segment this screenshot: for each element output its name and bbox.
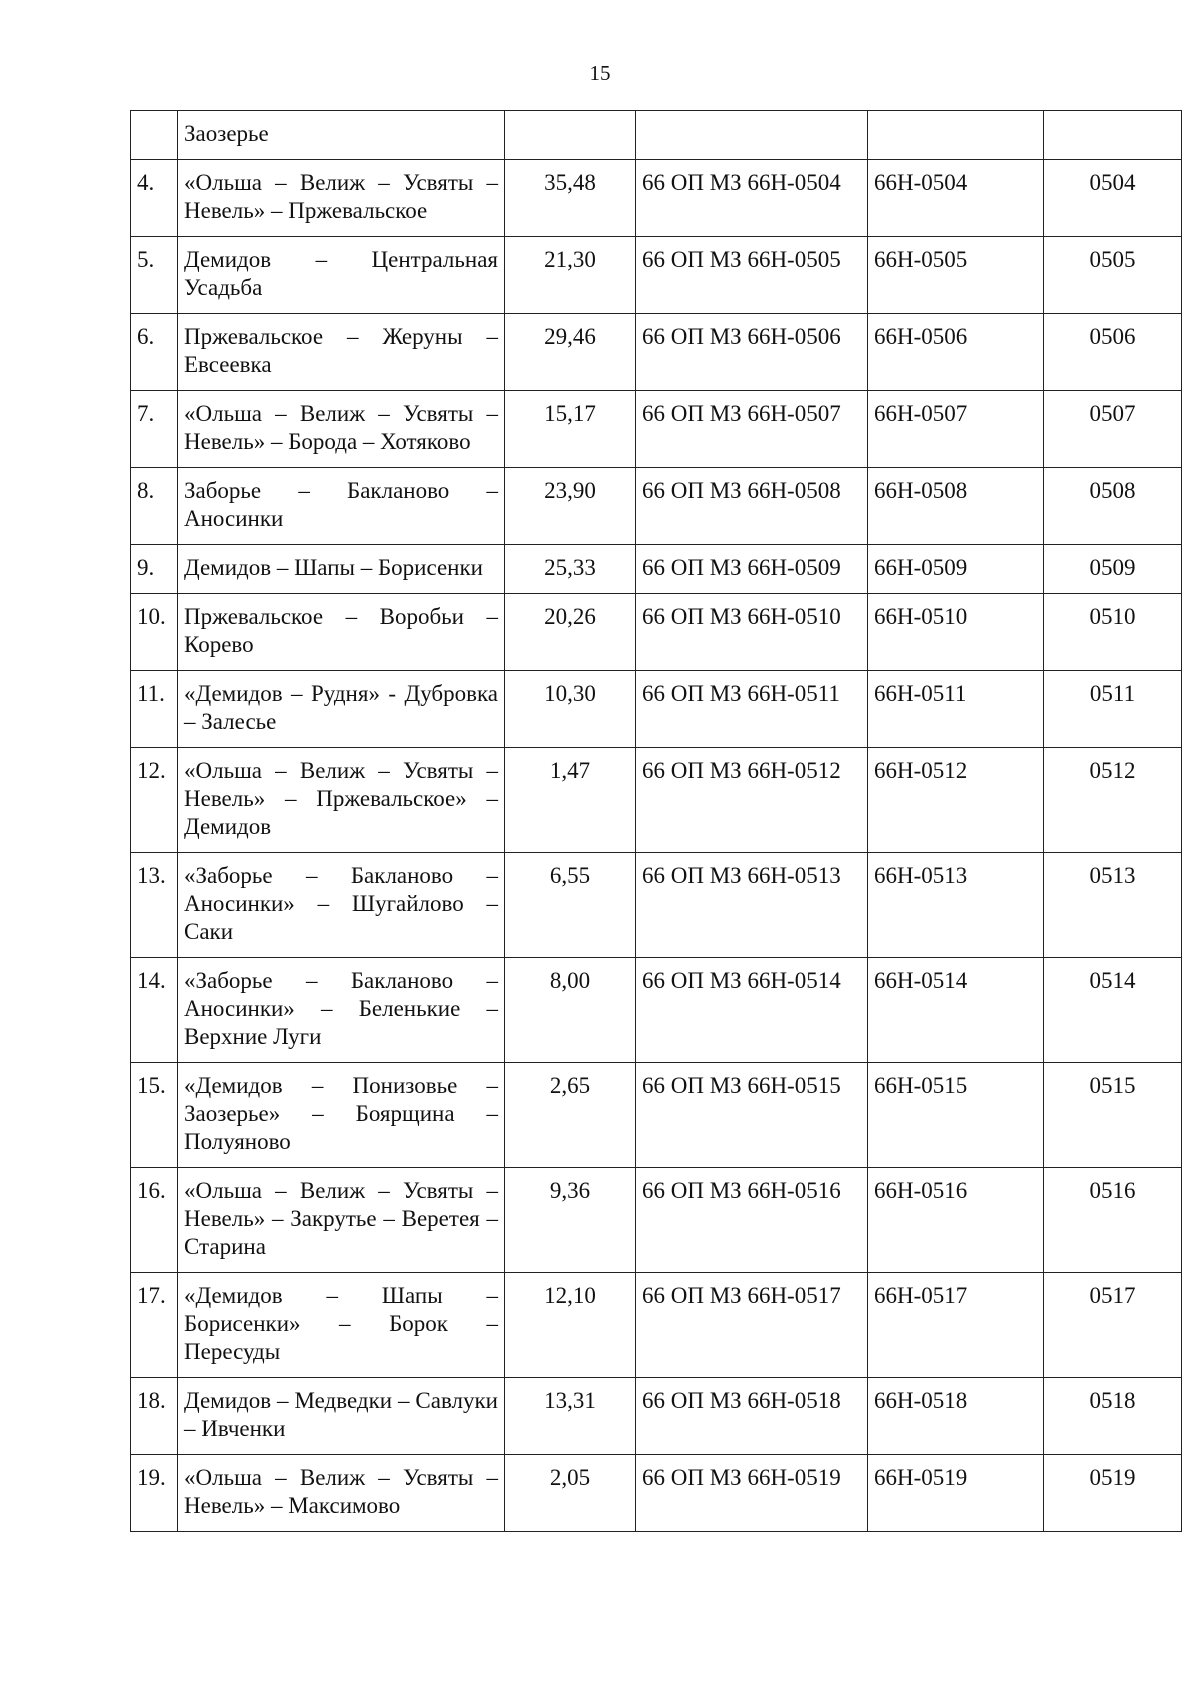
row-number: 10.: [131, 594, 178, 671]
road-identifier: [636, 111, 868, 160]
road-code: 66Н-0512: [868, 748, 1044, 853]
row-number: [131, 111, 178, 160]
page-number: 15: [589, 61, 611, 85]
road-identifier: 66 ОП МЗ 66Н-0513: [636, 853, 868, 958]
row-number: 13.: [131, 853, 178, 958]
row-number: 5.: [131, 237, 178, 314]
road-length: 10,30: [505, 671, 636, 748]
table-row: [131, 545, 1182, 594]
road-identifier: 66 ОП МЗ 66Н-0508: [636, 468, 868, 545]
road-code: 66Н-0504: [868, 160, 1044, 237]
road-length: 21,30: [505, 237, 636, 314]
road-identifier: 66 ОП МЗ 66Н-0510: [636, 594, 868, 671]
road-length: 9,36: [505, 1168, 636, 1273]
road-short-code: 0508: [1044, 468, 1182, 545]
table-row: [131, 853, 1182, 958]
table-row: [131, 1063, 1182, 1168]
road-short-code: 0518: [1044, 1378, 1182, 1455]
road-name: «Ольша – Велиж – Усвяты – Невель» – Максимово: [178, 1455, 505, 1532]
table-row: [131, 160, 1182, 237]
road-name: «Ольша – Велиж – Усвяты – Невель» – Пржевальское» – Демидов: [178, 748, 505, 853]
road-identifier: 66 ОП МЗ 66Н-0504: [636, 160, 868, 237]
row-number: 12.: [131, 748, 178, 853]
road-short-code: 0511: [1044, 671, 1182, 748]
road-name: Пржевальское – Воробьи – Корево: [178, 594, 505, 671]
row-number: 6.: [131, 314, 178, 391]
road-short-code: 0507: [1044, 391, 1182, 468]
road-length: 2,05: [505, 1455, 636, 1532]
table-row: [131, 1168, 1182, 1273]
road-name: Демидов – Медведки – Савлуки – Ивченки: [178, 1378, 505, 1455]
row-number: 19.: [131, 1455, 178, 1532]
row-number: 18.: [131, 1378, 178, 1455]
road-code: 66Н-0508: [868, 468, 1044, 545]
road-name: Демидов – Шапы – Борисенки: [178, 545, 505, 594]
road-name: Пржевальское – Жеруны – Евсеевка: [178, 314, 505, 391]
road-name: «Ольша – Велиж – Усвяты – Невель» – Пржевальское: [178, 160, 505, 237]
table-row: [131, 1273, 1182, 1378]
road-identifier: 66 ОП МЗ 66Н-0514: [636, 958, 868, 1063]
road-code: 66Н-0517: [868, 1273, 1044, 1378]
road-code: 66Н-0516: [868, 1168, 1044, 1273]
road-short-code: 0513: [1044, 853, 1182, 958]
road-code: 66Н-0515: [868, 1063, 1044, 1168]
road-short-code: 0506: [1044, 314, 1182, 391]
table-body: [131, 111, 1182, 1532]
road-short-code: 0504: [1044, 160, 1182, 237]
road-length: 13,31: [505, 1378, 636, 1455]
row-number: 14.: [131, 958, 178, 1063]
road-code: 66Н-0505: [868, 237, 1044, 314]
table-row: [131, 671, 1182, 748]
road-length: 2,65: [505, 1063, 636, 1168]
table-row: [131, 391, 1182, 468]
road-identifier: 66 ОП МЗ 66Н-0509: [636, 545, 868, 594]
road-code: 66Н-0506: [868, 314, 1044, 391]
row-number: 15.: [131, 1063, 178, 1168]
road-length: 1,47: [505, 748, 636, 853]
road-short-code: 0519: [1044, 1455, 1182, 1532]
road-length: [505, 111, 636, 160]
road-length: 20,26: [505, 594, 636, 671]
road-name: «Заборье – Бакланово – Аносинки» – Шугайлово – Саки: [178, 853, 505, 958]
road-length: 12,10: [505, 1273, 636, 1378]
road-identifier: 66 ОП МЗ 66Н-0516: [636, 1168, 868, 1273]
road-name: «Заборье – Бакланово – Аносинки» – Беленькие – Верхние Луги: [178, 958, 505, 1063]
row-number: 11.: [131, 671, 178, 748]
road-identifier: 66 ОП МЗ 66Н-0518: [636, 1378, 868, 1455]
road-identifier: 66 ОП МЗ 66Н-0505: [636, 237, 868, 314]
table-row: [131, 748, 1182, 853]
road-short-code: 0514: [1044, 958, 1182, 1063]
road-short-code: 0512: [1044, 748, 1182, 853]
road-identifier: 66 ОП МЗ 66Н-0519: [636, 1455, 868, 1532]
road-code: 66Н-0513: [868, 853, 1044, 958]
road-short-code: 0516: [1044, 1168, 1182, 1273]
road-code: 66Н-0507: [868, 391, 1044, 468]
road-name: «Ольша – Велиж – Усвяты – Невель» – Борода – Хотяково: [178, 391, 505, 468]
road-code: 66Н-0519: [868, 1455, 1044, 1532]
road-short-code: 0510: [1044, 594, 1182, 671]
table-row: [131, 1378, 1182, 1455]
road-registry-table: [130, 110, 1182, 1532]
road-short-code: 0515: [1044, 1063, 1182, 1168]
table-row: [131, 314, 1182, 391]
table-row: [131, 958, 1182, 1063]
road-length: 23,90: [505, 468, 636, 545]
road-code: 66Н-0509: [868, 545, 1044, 594]
road-short-code: 0509: [1044, 545, 1182, 594]
road-length: 35,48: [505, 160, 636, 237]
road-code: 66Н-0510: [868, 594, 1044, 671]
road-identifier: 66 ОП МЗ 66Н-0511: [636, 671, 868, 748]
road-short-code: [1044, 111, 1182, 160]
row-number: 9.: [131, 545, 178, 594]
road-name: «Демидов – Понизовье – Заозерье» – Боярщина – Полуяново: [178, 1063, 505, 1168]
road-short-code: 0517: [1044, 1273, 1182, 1378]
road-length: 8,00: [505, 958, 636, 1063]
road-length: 6,55: [505, 853, 636, 958]
road-name: «Ольша – Велиж – Усвяты – Невель» – Закрутье – Веретея – Старина: [178, 1168, 505, 1273]
road-short-code: 0505: [1044, 237, 1182, 314]
row-number: 17.: [131, 1273, 178, 1378]
road-code: 66Н-0518: [868, 1378, 1044, 1455]
road-length: 25,33: [505, 545, 636, 594]
road-name: Заборье – Бакланово – Аносинки: [178, 468, 505, 545]
road-identifier: 66 ОП МЗ 66Н-0507: [636, 391, 868, 468]
road-code: 66Н-0514: [868, 958, 1044, 1063]
row-number: 4.: [131, 160, 178, 237]
road-name: «Демидов – Рудня» - Дубровка – Залесье: [178, 671, 505, 748]
road-code: 66Н-0511: [868, 671, 1044, 748]
table-row: [131, 594, 1182, 671]
road-length: 29,46: [505, 314, 636, 391]
row-number: 7.: [131, 391, 178, 468]
road-name: «Демидов – Шапы – Борисенки» – Борок – Пересуды: [178, 1273, 505, 1378]
road-identifier: 66 ОП МЗ 66Н-0506: [636, 314, 868, 391]
table-row: [131, 468, 1182, 545]
table-row: [131, 1455, 1182, 1532]
row-number: 16.: [131, 1168, 178, 1273]
road-length: 15,17: [505, 391, 636, 468]
row-number: 8.: [131, 468, 178, 545]
road-name: Демидов – Центральная Усадьба: [178, 237, 505, 314]
table-row: [131, 237, 1182, 314]
road-identifier: 66 ОП МЗ 66Н-0512: [636, 748, 868, 853]
road-name: Заозерье: [178, 111, 505, 160]
road-identifier: 66 ОП МЗ 66Н-0517: [636, 1273, 868, 1378]
table-row: [131, 111, 1182, 160]
road-identifier: 66 ОП МЗ 66Н-0515: [636, 1063, 868, 1168]
road-code: [868, 111, 1044, 160]
